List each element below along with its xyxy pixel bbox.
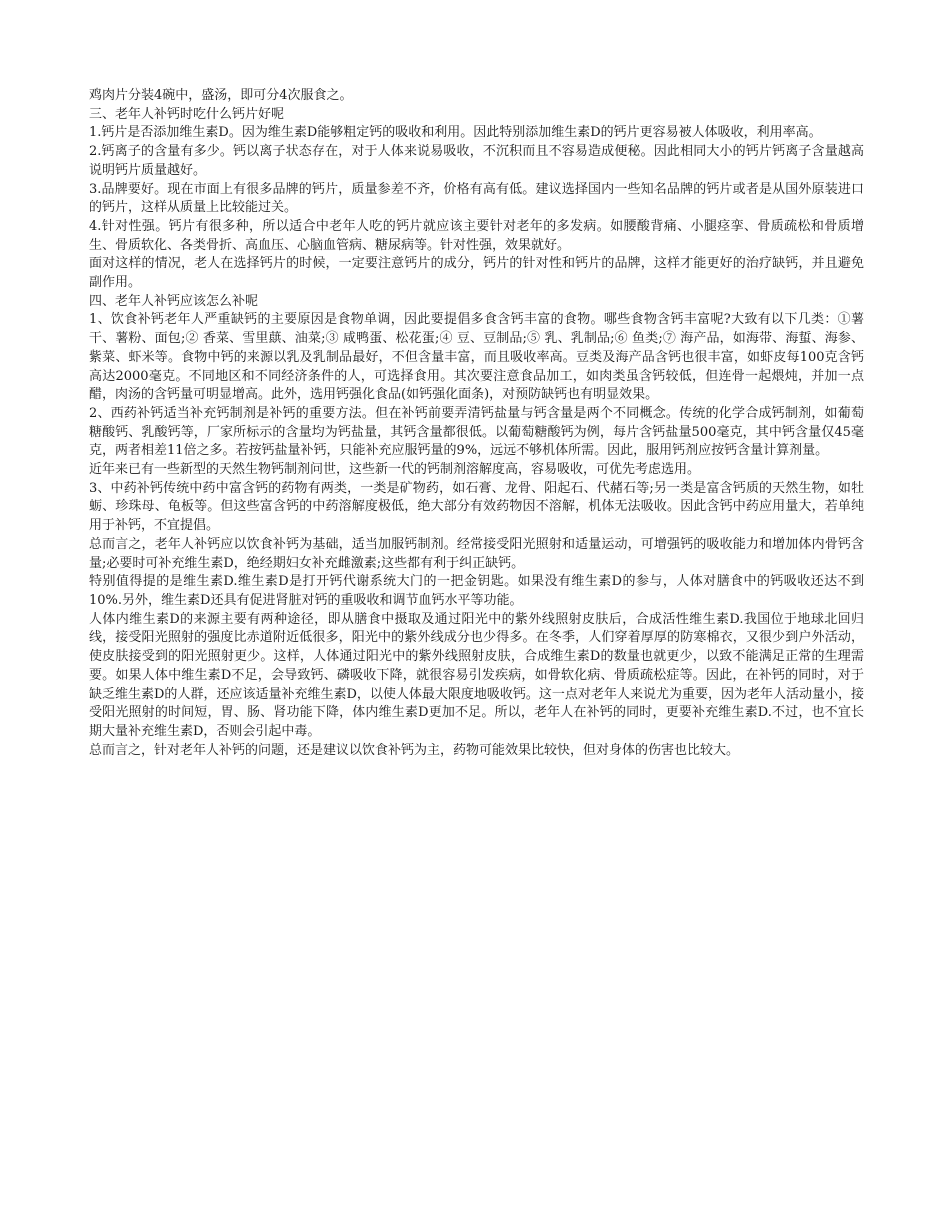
paragraph-targeted: 4.针对性强。钙片有很多种，所以适合中老年人吃的钙片就应该主要针对老年的多发病。如腰酸背痛、小腿痉挛、骨质疏松和骨质增生、骨质软化、各类骨折、高血压、心脑血管病、糖尿病等。针对性强，效果就好。 — [89, 218, 864, 253]
paragraph-continuation: 鸡肉片分装4碗中，盛汤，即可分4次服食之。 — [89, 88, 353, 103]
paragraph-diet: 1、饮食补钙老年人严重缺钙的主要原因是食物单调，因此要提倡多食含钙丰富的食物。哪些食物含钙丰富呢?大致有以下几类：①薯干、薯粉、面包;② 香菜、雪里蕻、油菜;③ 咸鸭蛋、松花蛋;④ 豆、豆制品;⑤ 乳、乳制品;⑥ 鱼类;⑦ 海产品，如海带、海蜇、海参、紫菜、虾米等。食物中钙的来源以乳及乳制品最好，不但含量丰富，而且吸收率高。豆类及海产品含钙也很丰富，如虾皮每100克含钙高达2000毫克。不同地区和不同经济条件的人，可选择食用。其次要注意食品加工，如肉类虽含钙较低，但连骨一起煨炖，并加一点醋，肉汤的含钙量可明显增高。此外，选用钙强化食品(如钙强化面条)，对预防缺钙也有明显效果。 — [89, 312, 864, 403]
paragraph-conclusion-2: 总而言之，针对老年人补钙的问题，还是建议以饮食补钙为主，药物可能效果比较快，但对身体的伤害也比较大。 — [89, 742, 740, 758]
section-heading-3: 三、老年人补钙时吃什么钙片好呢 — [89, 106, 285, 122]
document-body — [89, 87, 864, 760]
paragraph-brand: 3.品牌要好。现在市面上有很多品牌的钙片，质量参差不齐，价格有高有低。建议选择国内一些知名品牌的钙片或者是从国外原装进口的钙片，这样从质量上比较能过关。 — [89, 181, 864, 216]
paragraph-new-preparations: 近年来已有一些新型的天然生物钙制剂问世，这些新一代的钙制剂溶解度高，容易吸收，可优先考虑选用。 — [89, 462, 701, 478]
paragraph-chinese-medicine: 3、中药补钙传统中药中富含钙的药物有两类，一类是矿物药，如石膏、龙骨、阳起石、代赭石等;另一类是富含钙质的天然生物，如牡蛎、珍珠母、龟板等。但这些富含钙的中药溶解度极低，绝大部分有效药物因不溶解，机体无法吸收。因此含钙中药应用量大，若单纯用于补钙，不宜提倡。 — [89, 480, 864, 534]
paragraph-vitamin-d-key: 特别值得提的是维生素D.维生素D是打开钙代谢系统大门的一把金钥匙。如果没有维生素D的参与，人体对膳食中的钙吸收还达不到10%.另外，维生素D还具有促进肾脏对钙的重吸收和调节血钙水平等功能。 — [89, 574, 864, 608]
paragraph-calcium-ion: 2.钙离子的含量有多少。钙以离子状态存在，对于人体来说易吸收，不沉积而且不容易造成便秘。因此相同大小的钙片钙离子含量越高说明钙片质量越好。 — [89, 144, 864, 178]
paragraph-western-medicine: 2、西药补钙适当补充钙制剂是补钙的重要方法。但在补钙前要弄清钙盐量与钙含量是两个不同概念。传统的化学合成钙制剂，如葡萄糖酸钙、乳酸钙等，厂家所标示的含量均为钙盐量，其钙含量都很低。以葡萄糖酸钙为例，每片含钙盐量500毫克，其中钙含量仅45毫克，两者相差11倍之多。若按钙盐量补钙，只能补充应服钙量的9%，远远不够机体所需。因此，服用钙剂应按钙含量计算剂量。 — [89, 405, 864, 459]
paragraph-vitamin-d-sources: 人体内维生素D的来源主要有两种途径，即从膳食中摄取及通过阳光中的紫外线照射皮肤后，合成活性维生素D.我国位于地球北回归线，接受阳光照射的强度比赤道附近低很多，阳光中的紫外线成分也少得多。在冬季，人们穿着厚厚的防寒棉衣，又很少到户外活动，使皮肤接受到的阳光照射更少。这样，人体通过阳光中的紫外线照射皮肤，合成维生素D的数量也就更少，以致不能满足正常的生理需要。如果人体中维生素D不足，会导致钙、磷吸收下降，就很容易引发疾病，如骨软化病、骨质疏松症等。因此，在补钙的同时，对于缺乏维生素D的人群，还应该适量补充维生素D，以使人体最大限度地吸收钙。这一点对老年人来说尤为重要，因为老年人活动量小，接受阳光照射的时间短，胃、肠、肾功能下降，体内维生素D更加不足。所以，老年人在补钙的同时，更要补充维生素D.不过，也不宜长期大量补充维生素D，否则会引起中毒。 — [89, 611, 864, 739]
section-heading-4: 四、老年人补钙应该怎么补呢 — [89, 293, 259, 309]
paragraph-summary-choice: 面对这样的情况，老人在选择钙片的时候，一定要注意钙片的成分，钙片的针对性和钙片的品牌，这样才能更好的治疗缺钙，并且避免副作用。 — [89, 256, 864, 291]
paragraph-vitamin-d: 1.钙片是否添加维生素D。因为维生素D能够粗定钙的吸收和利用。因此特别添加维生素D的钙片更容易被人体吸收，利用率高。 — [89, 125, 822, 141]
paragraph-conclusion-1: 总而言之，老年人补钙应以饮食补钙为基础，适当加服钙制剂。经常接受阳光照射和适量运动，可增强钙的吸收能力和增加体内骨钙含量;必要时可补充维生素D，绝经期妇女补充雌激素;这些都有利于纠正缺钙。 — [89, 536, 864, 571]
